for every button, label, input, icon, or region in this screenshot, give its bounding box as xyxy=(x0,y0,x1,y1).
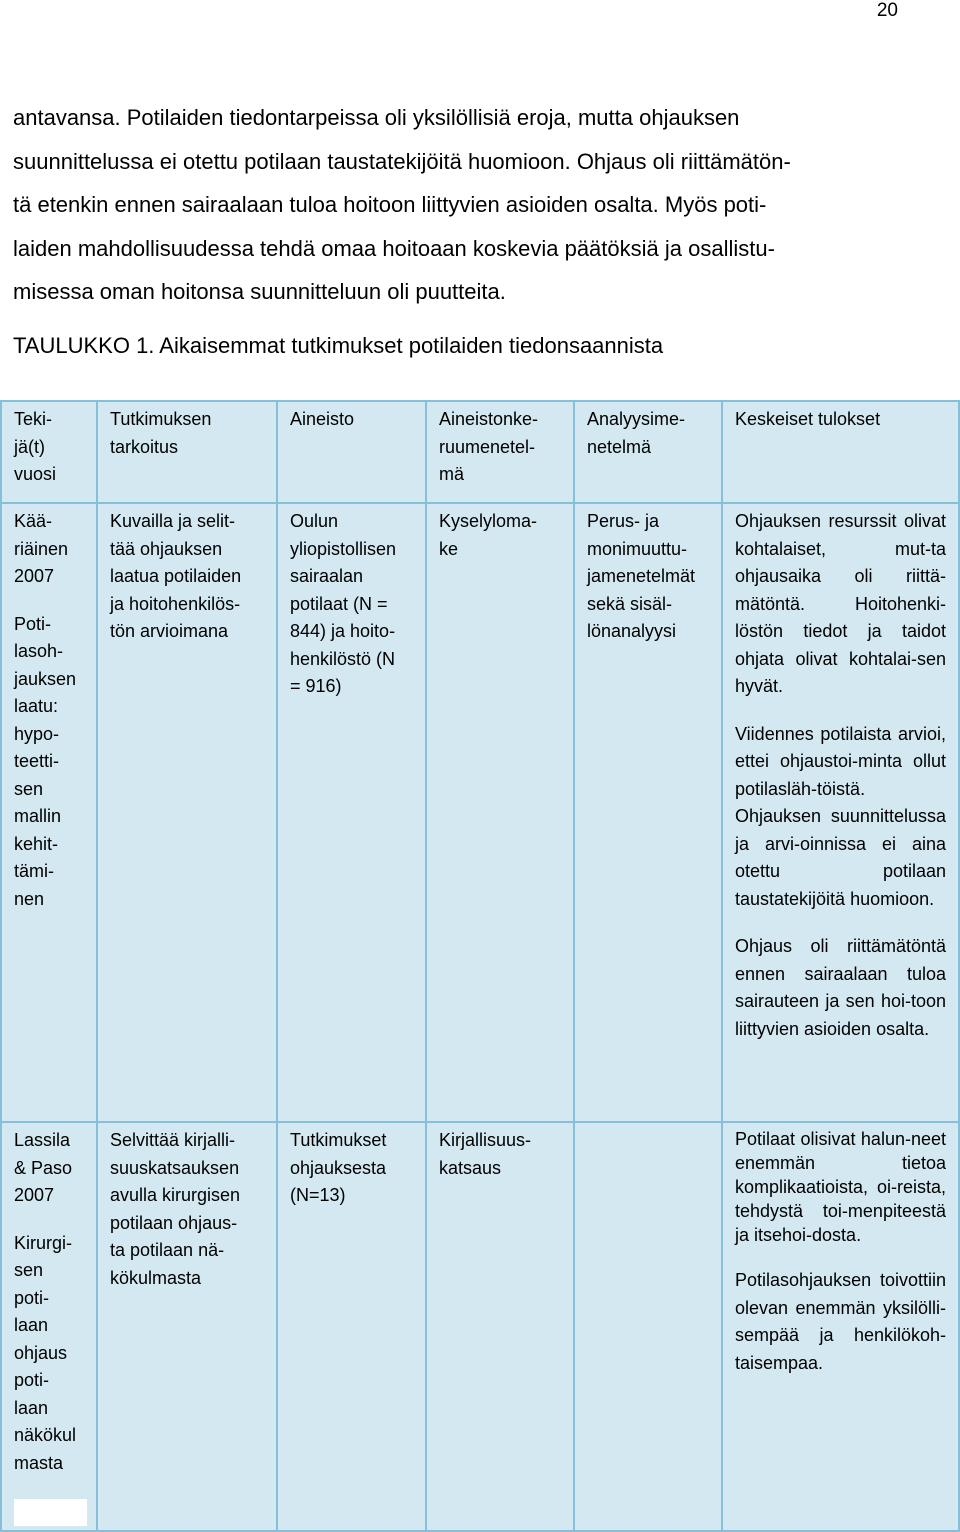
cell-purpose: Kuvailla ja selit- tää ohjauksen laatua potilaiden ja hoitohenkilös- tön arvioimana xyxy=(97,503,277,1122)
page-number: 20 xyxy=(876,0,898,21)
body-line: laiden mahdollisuudessa tehdä omaa hoitoaan koskevia päätöksiä ja osallistu- xyxy=(13,235,775,261)
cell-results: Potilaat olisivat halun-neet enemmän tietoa komplikaatioista, oi-reista, tehdystä toi-menpiteestä ja itsehoi-dosta. Potilasohjauksen toivottiin olevan enemmän yksilölli-sempää ja henkilökoh-taisempaa. xyxy=(722,1122,959,1531)
body-paragraph xyxy=(13,96,901,314)
header-results: Keskeiset tulokset xyxy=(722,401,959,503)
body-line: misessa oman hoitonsa suunnitteluun oli puutteita. xyxy=(13,279,506,304)
header-collection: Aineistonke- ruumenetel- mä xyxy=(426,401,574,503)
table-header-row xyxy=(1,401,959,503)
table-caption: TAULUKKO 1. Aikaisemmat tutkimukset potilaiden tiedonsaannista xyxy=(13,333,664,358)
cell-data: Tutkimukset ohjauksesta (N=13) xyxy=(277,1122,426,1531)
body-line: antavansa. Potilaiden tiedontarpeissa oli yksilöllisiä eroja, mutta ohjauksen xyxy=(13,105,740,130)
body-line: suunnittelussa ei otettu potilaan taustatekijöitä huomioon. Ohjaus oli riittämätön- xyxy=(13,148,791,174)
cell-collection: Kyselyloma- ke xyxy=(426,503,574,1122)
cell-data: Oulun yliopistollisen sairaalan potilaat (N = 844) ja hoito- henkilöstö (N = 916) xyxy=(277,503,426,1122)
header-author: Teki- jä(t) vuosi xyxy=(1,401,97,503)
table-row xyxy=(1,503,959,1122)
cell-author: Kää- riäinen 2007 Poti- lasoh- jauksen laatu: hypo- teetti- sen mallin kehit- tämi- nen xyxy=(1,503,97,1122)
cell-results: Ohjauksen resurssit olivat kohtalaiset, mut-ta ohjausaika oli riittä-mätöntä. Hoitohenki-löstön tiedot ja taidot ohjata olivat kohtalai-sen hyvät. Viidennes potilaista arvioi, ettei ohjaustoi-minta ollut potilasläh-töistä. Ohjauksen suunnittelussa ja arvi-oinnissa ei aina otettu potilaan taustatekijöitä huomioon. Ohjaus oli riittämätöntä ennen sairaalaan tuloa sairauteen ja sen hoi-toon liittyvien asioiden osalta. xyxy=(722,503,959,1122)
table-row xyxy=(1,1122,959,1531)
header-data: Aineisto xyxy=(277,401,426,503)
cell-purpose: Selvittää kirjalli- suuskatsauksen avulla kirurgisen potilaan ohjaus- ta potilaan nä- kökulmasta xyxy=(97,1122,277,1531)
body-line: tä etenkin ennen sairaalaan tuloa hoitoon liittyvien asioiden osalta. Myös poti- xyxy=(13,192,767,217)
header-analysis: Analyysime- netelmä xyxy=(574,401,722,503)
cell-author: Lassila & Paso 2007 Kirurgi- sen poti- laan ohjaus poti- laan näkökul masta xyxy=(1,1122,97,1531)
cell-analysis xyxy=(574,1122,722,1531)
header-purpose: Tutkimuksen tarkoitus xyxy=(97,401,277,503)
cell-collection: Kirjallisuus- katsaus xyxy=(426,1122,574,1531)
cell-analysis: Perus- ja monimuuttu- jamenetelmät sekä sisäl- lönanalyysi xyxy=(574,503,722,1122)
literature-table xyxy=(0,400,960,1532)
blank-box xyxy=(14,1499,87,1526)
